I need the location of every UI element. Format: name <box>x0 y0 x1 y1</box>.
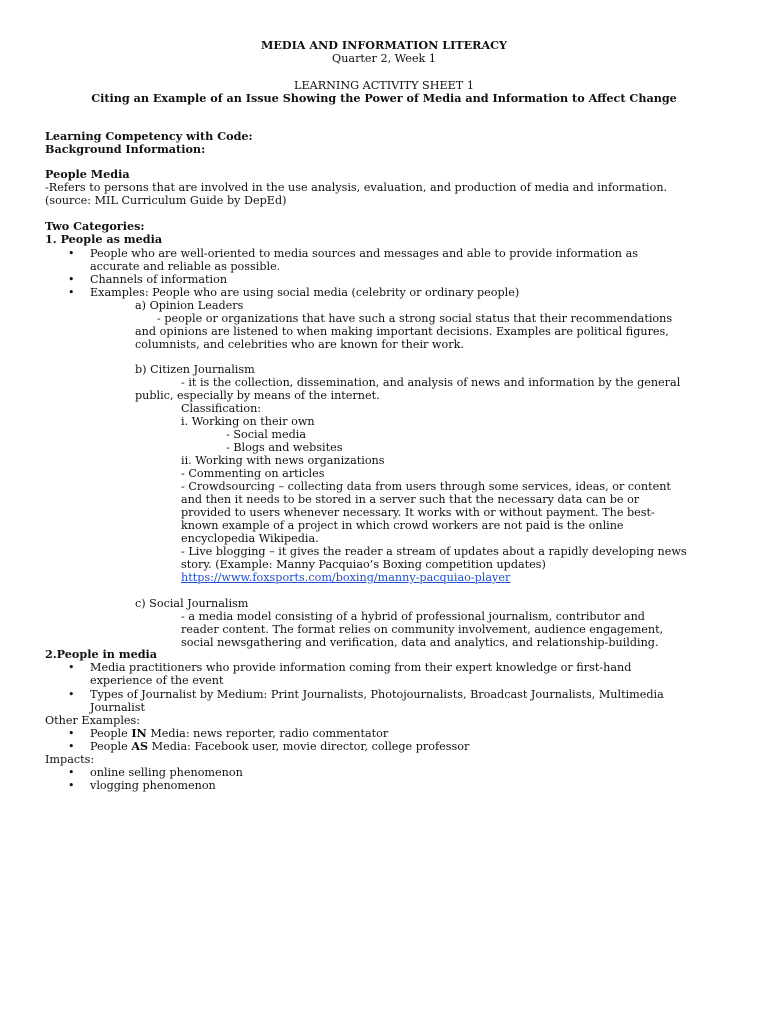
categories-heading: Two Categories: <box>45 219 145 233</box>
people-in-prefix: People <box>90 727 132 740</box>
category-people-in-media: 2.People in media <box>45 647 158 661</box>
list-item: • Types of Journalist by Medium: Print Journalists, Photojournalists, Broadcast Journalists, Multimedia <box>90 688 664 701</box>
sheet-label: LEARNING ACTIVITY SHEET 1 <box>294 79 474 92</box>
live-blogging-text: story. (Example: Manny Pacquiao’s Boxing competition updates) <box>181 558 546 571</box>
classification-item: - Commenting on articles <box>181 467 325 480</box>
opinion-leaders-text: columnists, and celebrities who are known for their work. <box>135 338 464 351</box>
crowdsourcing-text: known example of a project in which crowd workers are not paid is the online <box>181 519 624 532</box>
list-item: • vlogging phenomenon <box>90 779 216 792</box>
classification-ii: ii. Working with news organizations <box>181 454 385 467</box>
people-as-bold: AS <box>131 739 149 753</box>
people-as-rest: Media: Facebook user, movie director, college professor <box>148 740 470 753</box>
people-media-heading: People Media <box>45 167 130 181</box>
social-journalism-text: - a media model consisting of a hybrid of professional journalism, contributor and <box>181 610 645 623</box>
citizen-journalism-text: - it is the collection, dissemination, and analysis of news and information by the general <box>181 376 681 389</box>
classification-item: - Social media <box>226 428 307 441</box>
live-blogging-text: - Live blogging – it gives the reader a stream of updates about a rapidly developing news <box>181 545 687 558</box>
social-journalism-text: reader content. The format relies on community involvement, audience engagement, <box>181 623 664 636</box>
people-as-prefix: People <box>90 740 132 753</box>
opinion-leaders-text: - people or organizations that have such a strong social status that their recommendations <box>157 312 673 325</box>
classification-label: Classification: <box>181 402 262 415</box>
citizen-journalism-label: b) Citizen Journalism <box>135 363 255 376</box>
people-media-source: (source: MIL Curriculum Guide by DepEd) <box>45 194 287 207</box>
list-item-continuation: Journalist <box>90 701 146 714</box>
impacts-heading: Impacts: <box>45 753 95 766</box>
list-item-continuation: experience of the event <box>90 674 224 687</box>
crowdsourcing-text: encyclopedia Wikipedia. <box>181 532 319 545</box>
document-title: MEDIA AND INFORMATION LITERACY <box>260 38 508 52</box>
people-media-definition: -Refers to persons that are involved in the use analysis, evaluation, and production of media and information. <box>45 181 668 194</box>
crowdsourcing-text: and then it needs to be stored in a server such that the necessary data can be or <box>181 493 640 506</box>
social-journalism-text: social newsgathering and verification, data and analytics, and relationship-building. <box>181 636 659 649</box>
crowdsourcing-text: provided to users whenever necessary. It works with or without payment. The best- <box>181 506 655 519</box>
list-item: • Examples: People who are using social media (celebrity or ordinary people) <box>90 286 519 299</box>
crowdsourcing-text: - Crowdsourcing – collecting data from users through some services, ideas, or content <box>181 480 671 493</box>
list-item: • online selling phenomenon <box>90 766 243 779</box>
people-in-bold: IN <box>131 726 147 740</box>
people-in-rest: Media: news reporter, radio commentator <box>146 727 389 740</box>
classification-i: i. Working on their own <box>181 415 315 428</box>
social-journalism-label: c) Social Journalism <box>135 597 249 610</box>
list-item-continuation: accurate and reliable as possible. <box>90 260 281 273</box>
document-subtitle: Citing an Example of an Issue Showing the Power of Media and Information to Affect Change <box>91 91 677 105</box>
list-item: • Channels of information <box>90 273 227 286</box>
quarter-week: Quarter 2, Week 1 <box>332 52 436 65</box>
list-item: • People who are well-oriented to media sources and messages and able to provide information as <box>90 247 638 260</box>
list-item: • Media practitioners who provide information coming from their expert knowledge or first-hand <box>90 661 631 674</box>
opinion-leaders-label: a) Opinion Leaders <box>135 299 244 312</box>
citizen-journalism-text: public, especially by means of the internet. <box>135 389 380 402</box>
classification-item: - Blogs and websites <box>226 441 343 454</box>
category-people-as-media: 1. People as media <box>45 232 163 246</box>
other-examples-heading: Other Examples: <box>45 714 141 727</box>
list-item <box>90 740 469 753</box>
foxsports-link[interactable]: https://www.foxsports.com/boxing/manny-pacquiao-player <box>181 571 511 584</box>
background-heading: Background Information: <box>45 142 206 156</box>
opinion-leaders-text: and opinions are listened to when making important decisions. Examples are political figures, <box>135 325 669 338</box>
competency-heading: Learning Competency with Code: <box>45 129 253 143</box>
